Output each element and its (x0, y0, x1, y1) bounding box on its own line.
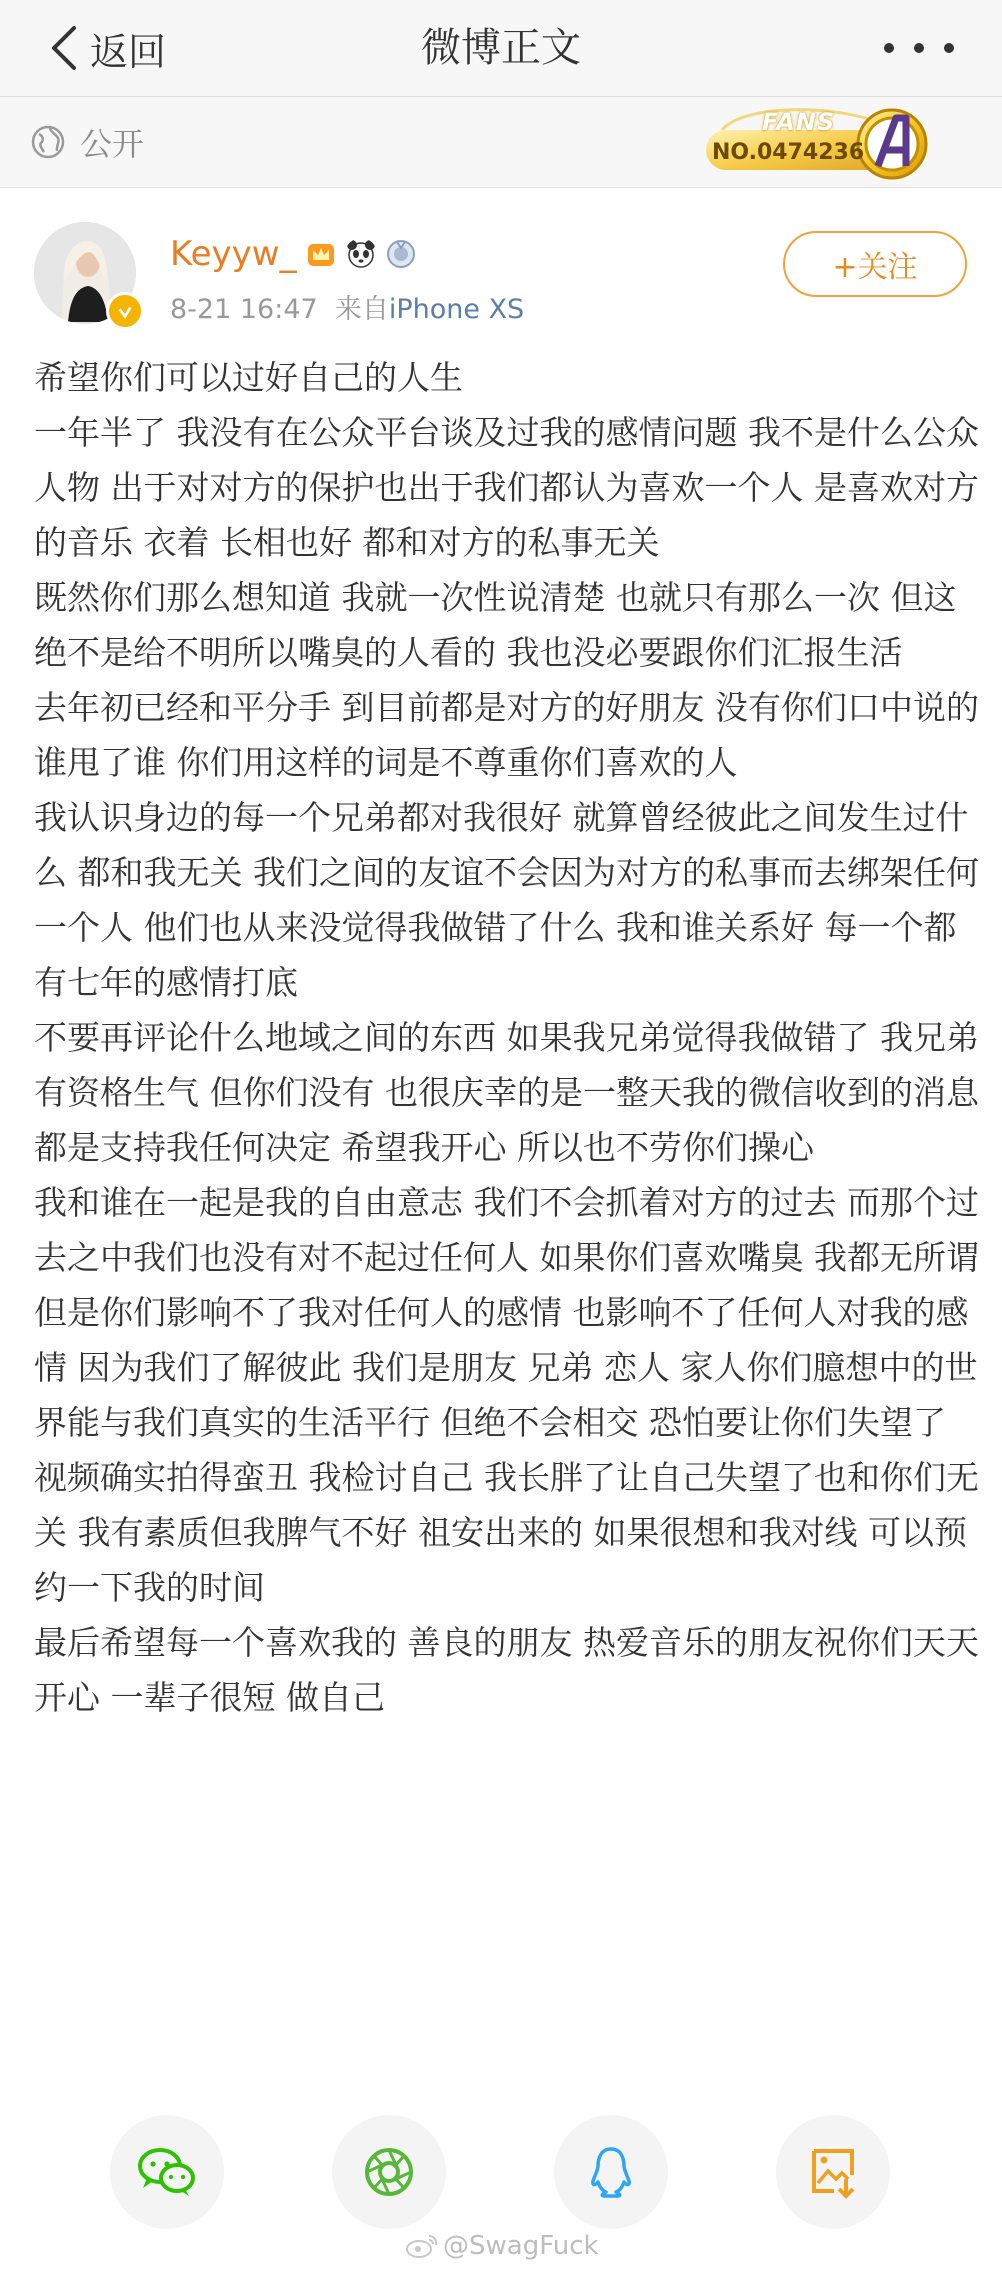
top-nav-bar (0, 0, 1002, 97)
fans-badge (702, 100, 942, 180)
more-dot-icon (884, 43, 894, 53)
panda-badge-icon (345, 238, 377, 270)
share-moments-button[interactable] (332, 2115, 446, 2229)
fans-number: NO.0474236 (712, 140, 865, 165)
post-body (34, 350, 984, 1725)
crown-badge-icon (305, 238, 337, 270)
post-time: 8-21 16:47 (170, 294, 318, 325)
post-source[interactable]: iPhone XS (388, 294, 525, 325)
post-paragraph: 去年初已经和平分手 到目前都是对方的好朋友 没有你们口中说的谁甩了谁 你们用这样的词是不尊重你们喜欢的人 (34, 688, 979, 782)
qq-icon (589, 2145, 633, 2199)
post-paragraph: 一年半了 我没有在公众平台谈及过我的感情问题 我不是什么公众人物 出于对对方的保护也出于我们都认为喜欢一个人 是喜欢对方的音乐 衣着 长相也好 都和对方的私事无关 (34, 413, 979, 562)
source-prefix: 来自 (334, 294, 389, 325)
post-meta (170, 287, 524, 326)
weibo-logo-icon (405, 2232, 439, 2260)
watermark-text: @SwagFuck (443, 2231, 599, 2261)
save-image-icon (808, 2145, 858, 2199)
medal-badge-icon (385, 238, 417, 270)
share-row (0, 2115, 1002, 2229)
fans-word: FANS (762, 108, 836, 136)
post-paragraph: 希望你们可以过好自己的人生 (34, 358, 463, 397)
save-image-button[interactable] (776, 2115, 890, 2229)
post-paragraph: 最后希望每一个喜欢我的 善良的朋友 热爱音乐的朋友祝你们天天开心 一辈子很短 做自己 (34, 1623, 979, 1717)
post-paragraph: 视频确实拍得蛮丑 我检讨自己 我长胖了让自己失望了也和你们无关 我有素质但我脾气不好 祖安出来的 如果很想和我对线 可以预约一下我的时间 (34, 1458, 979, 1607)
follow-button[interactable]: +关注 (783, 231, 967, 297)
more-dot-icon (914, 43, 924, 53)
share-wechat-button[interactable] (110, 2115, 224, 2229)
watermark (405, 2228, 599, 2264)
globe-icon (30, 124, 66, 160)
post-paragraph: 不要再评论什么地域之间的东西 如果我兄弟觉得我做错了 我兄弟有资格生气 但你们没有 也很庆幸的是一整天我的微信收到的消息都是支持我任何决定 希望我开心 所以也不劳你们操心 (34, 1018, 979, 1167)
visibility-label: 公开 (80, 125, 145, 163)
author-name[interactable]: Keyyw_ (170, 234, 297, 274)
more-options-button[interactable] (884, 28, 954, 68)
back-label: 返回 (90, 29, 167, 74)
post-paragraph: 我和谁在一起是我的自由意志 我们不会抓着对方的过去 而那个过去之中我们也没有对不起过任何人 如果你们喜欢嘴臭 我都无所谓 但是你们影响不了我对任何人的感情 也影响不了任何人对我的感情 因为我们了解彼此 我们是朋友 兄弟 恋人 家人你们臆想中的世界能与我们真实的生活平行 但绝不会相交 恐怕要让你们失望了 (34, 1183, 979, 1442)
post-paragraph: 我认识身边的每一个兄弟都对我很好 就算曾经彼此之间发生过什么 都和我无关 我们之间的友谊不会因为对方的私事而去绑架任何一个人 他们也从来没觉得我做错了什么 我和谁关系好 每一个都有七年的感情打底 (34, 798, 979, 1002)
author-name-row[interactable] (170, 232, 417, 276)
more-dot-icon (944, 43, 954, 53)
visibility-indicator (30, 121, 144, 163)
wechat-icon (137, 2146, 197, 2198)
verified-badge-icon (106, 292, 144, 330)
moments-icon (362, 2145, 416, 2199)
post-paragraph: 既然你们那么想知道 我就一次性说清楚 也就只有那么一次 但这绝不是给不明所以嘴臭的人看的 我也没必要跟你们汇报生活 (34, 578, 957, 672)
share-qq-button[interactable] (554, 2115, 668, 2229)
page-title: 微博正文 (421, 25, 581, 71)
